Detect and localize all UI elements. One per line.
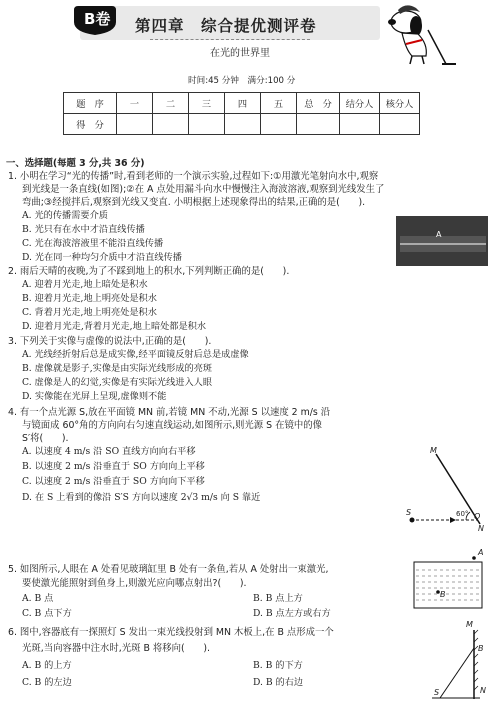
photo-point-label: A xyxy=(436,230,442,239)
header-cell: 一 xyxy=(117,93,153,114)
mirror-diagram xyxy=(406,446,488,554)
header-cell: 三 xyxy=(189,93,225,114)
question-4-option-d[interactable]: D. 在 S 上看到的像沿 S′S 方向以速度 2√3 m/s 向 S 靠近 xyxy=(22,492,261,503)
question-6-line-2: 光斑,当向容器中注水时,光斑 B 将移向( ). xyxy=(22,643,211,654)
question-6-option-a[interactable]: A. B 的上方 xyxy=(22,660,72,671)
fig4-label-n: N xyxy=(478,524,484,533)
question-3-option-a[interactable]: A. 光线经折射后总是成实像,经平面镜反射后总是成虚像 xyxy=(22,349,249,360)
question-2-line-1: 2. 雨后天晴的夜晚,为了不踩到地上的积水,下列判断正确的是( ). xyxy=(8,266,290,277)
question-1-option-d[interactable]: D. 光在同一种均匀介质中才沿直线传播 xyxy=(22,252,182,263)
question-5-line-1: 5. 如图所示,人眼在 A 处看见玻璃缸里 B 处有一条鱼,若从 A 处射出一束激光, xyxy=(8,564,329,575)
question-1-option-a[interactable]: A. 光的传播需要介质 xyxy=(22,210,108,221)
score-cell[interactable] xyxy=(117,114,153,135)
header-cell: 结分人 xyxy=(340,93,380,114)
fig4-angle-label: 60° xyxy=(456,510,469,518)
score-cell[interactable] xyxy=(189,114,225,135)
badge-label: B卷 xyxy=(84,10,111,28)
question-6-option-d[interactable]: D. B 的右边 xyxy=(253,677,304,688)
question-5-option-c[interactable]: C. B 点下方 xyxy=(22,608,72,619)
fig5-label-a: A xyxy=(478,548,484,557)
question-2-option-d[interactable]: D. 迎着月光走,背着月光走,地上暗处都是积水 xyxy=(22,321,207,332)
fig6-label-s: S xyxy=(434,688,440,697)
header-cell: 核分人 xyxy=(380,93,420,114)
question-3-option-c[interactable]: C. 虚像是人的幻觉,实像是有实际光线进入人眼 xyxy=(22,377,213,388)
header-cell: 题 序 xyxy=(64,93,117,114)
question-3-option-b[interactable]: B. 虚像就是影子,实像是由实际光线形成的亮斑 xyxy=(22,363,213,374)
header-cell: 四 xyxy=(225,93,261,114)
searchlight-diagram xyxy=(430,620,488,699)
question-2-option-b[interactable]: B. 迎着月光走,地上明亮处是积水 xyxy=(22,293,157,304)
question-5-option-a[interactable]: A. B 点 xyxy=(22,593,54,604)
score-table-score-row xyxy=(64,114,420,135)
question-4-line-3: S′将( ). xyxy=(22,433,69,444)
score-table xyxy=(63,92,420,135)
score-cell[interactable] xyxy=(153,114,189,135)
question-1-option-c[interactable]: C. 光在海波溶液里不能沿直线传播 xyxy=(22,238,164,249)
question-1-line-1: 1. 小明在学习“光的传播”时,看到老师的一个演示实验,过程如下:①用激光笔射向水中,观察 xyxy=(8,171,379,182)
fig6-label-n: N xyxy=(480,686,486,695)
question-3-line-1: 3. 下列关于实像与虚像的说法中,正确的是( ). xyxy=(8,336,212,347)
laser-experiment-photo xyxy=(396,216,488,266)
question-5-option-d[interactable]: D. B 点左方或右方 xyxy=(253,608,331,619)
question-1-line-3: 弯曲;③经搅拌后,观察到光线又变直. 小明根据上述现象得出的结果,正确的是( ). xyxy=(22,197,366,208)
score-cell[interactable] xyxy=(340,114,380,135)
fig5-label-b: B xyxy=(440,590,446,599)
question-4-line-1: 4. 有一个点光源 S,放在平面镜 MN 前,若镜 MN 不动,光源 S 以速度 2 m/s 沿 xyxy=(8,407,331,418)
question-2-option-c[interactable]: C. 背着月光走,地上明亮处是积水 xyxy=(22,307,157,318)
header-cell: 总 分 xyxy=(297,93,340,114)
question-5-line-2: 要使激光能照射到鱼身上,则激光应向哪点射出?( ). xyxy=(22,578,247,589)
fig6-label-b: B xyxy=(478,644,484,653)
question-1-line-2: 到光线是一条直线(如图);②在 A 点处用漏斗向水中慢慢注入海波溶液,观察到光线发生了 xyxy=(22,184,385,195)
fig6-label-m: M xyxy=(466,620,473,629)
header-cell: 二 xyxy=(153,93,189,114)
question-4-line-2: 与镜面成 60°角的方向向右匀速直线运动,如图所示,则光源 S 在镜中的像 xyxy=(22,420,322,431)
score-row-label: 得 分 xyxy=(64,114,117,135)
question-5-option-b[interactable]: B. B 点上方 xyxy=(253,593,303,604)
header-cell: 五 xyxy=(261,93,297,114)
question-3-option-d[interactable]: D. 实像能在光屏上呈现,虚像则不能 xyxy=(22,391,167,402)
fig4-label-s: S xyxy=(406,508,412,517)
fish-tank-diagram xyxy=(408,548,486,610)
laser-beam-icon xyxy=(396,216,488,266)
question-4-option-c[interactable]: C. 以速度 2 m/s 沿垂直于 SO 方向向下平移 xyxy=(22,476,205,487)
section-heading: 一、选择题(每题 3 分,共 36 分) xyxy=(6,158,145,169)
exam-meta: 时间:45 分钟 满分:100 分 xyxy=(188,76,296,86)
mirror-lines-icon xyxy=(406,450,488,554)
snoopy-mascot-icon xyxy=(376,0,460,72)
question-6-line-1: 6. 图中,容器底有一探照灯 S 发出一束光线投射到 MN 木板上,在 B 点形成一个 xyxy=(8,627,334,638)
page-subtitle: 在光的世界里 xyxy=(210,48,270,59)
question-6-option-c[interactable]: C. B 的左边 xyxy=(22,677,72,688)
tank-water-icon xyxy=(408,556,486,610)
score-cell[interactable] xyxy=(297,114,340,135)
question-4-option-b[interactable]: B. 以速度 2 m/s 沿垂直于 SO 方向向上平移 xyxy=(22,461,205,472)
question-6-option-b[interactable]: B. B 的下方 xyxy=(253,660,303,671)
score-table-header-row xyxy=(64,93,420,114)
title-divider xyxy=(150,39,310,40)
score-cell[interactable] xyxy=(261,114,297,135)
question-1-option-b[interactable]: B. 光只有在水中才沿直线传播 xyxy=(22,224,145,235)
fig4-label-m: M xyxy=(430,446,437,455)
score-cell[interactable] xyxy=(380,114,420,135)
fig4-label-o: O xyxy=(474,512,481,521)
question-4-option-a[interactable]: A. 以速度 4 m/s 沿 SO 直线方向向右平移 xyxy=(22,446,196,457)
question-2-option-a[interactable]: A. 迎着月光走,地上暗处是积水 xyxy=(22,279,148,290)
page-title: 第四章 综合提优测评卷 xyxy=(135,17,317,35)
score-cell[interactable] xyxy=(225,114,261,135)
